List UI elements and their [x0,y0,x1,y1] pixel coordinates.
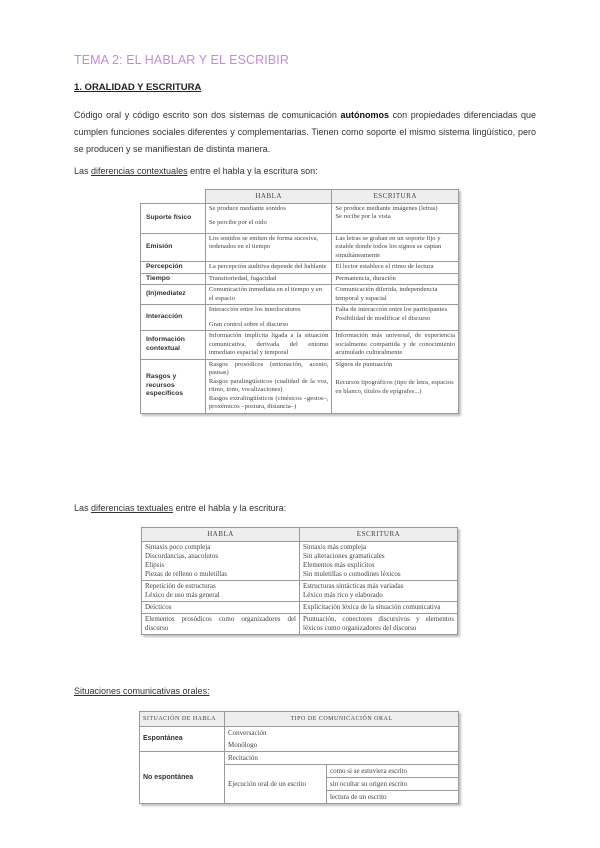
header-habla: HABLA [205,190,332,204]
habla-cell [205,203,332,233]
cell-line: Recursos tipográficos (tipo de letra, espacios en blanco, títulos de epígrafes...) [335,379,454,395]
cell-line: Rasgos extralingüísticos (cinésicos –gestos–, proxémicos –postura, distancia–) [208,394,329,410]
table-header-row [141,190,459,204]
table-row [142,614,458,635]
lead-text: Las [74,503,92,513]
intro-text-start: Código oral y código escrito son dos sistemas de comunicación [74,110,341,120]
cell-line: Se recibe por la vista [335,213,391,220]
cell-line: Repetición de estructuras [145,582,216,590]
cell-line: Falta de interacción entre los participantes [335,306,447,313]
escritura-cell: Permanencia, duración [332,273,459,285]
contextual-lead [74,166,318,176]
table-header-row [140,712,459,727]
intro-text-end: con propiedades diferenciadas que cumplen funciones sociales diferentes y complementarias. Tienen como soporte el mismo sistema lingüístico, pero se producen y se manifiestan de distinta manera. [74,110,536,154]
textual-lead [74,503,286,513]
cell-line: Elementos más explícitos [303,561,375,569]
cell-line: Se produce mediante sonidos [208,204,286,212]
oral-type-cell: Conversación [225,727,459,740]
table-row [141,331,459,360]
habla-cell [205,359,332,413]
cell-line: Discordancias, anacolutos [145,552,219,560]
cell-line: Posibilidad de modificar el discurso [335,314,431,322]
habla-cell: Elementos prosódicos como organizadores del discurso [142,614,300,635]
header-escritura: ESCRITURA [332,190,459,204]
cell-line: Rasgos paralingüísticos (cualidad de la voz, ritmo, tono, vocalizaciones) [208,377,329,393]
oral-type-cell: Monólogo [225,739,459,752]
oral-type-cell: Recitación [225,752,459,765]
escritura-cell [300,581,458,602]
oral-execution-cell: Ejecución oral de un escrito [225,765,327,804]
habla-cell: Información implícita ligada a la situación comunicativa, derivada del entorno inmediato espacial y temporal [205,331,332,360]
cell-line: Se percibe por el oído [208,219,267,226]
table-header-row [142,528,458,542]
header-situation: SITUACIÓN DE HABLA [140,712,225,727]
habla-cell: Deícticos [142,602,300,614]
habla-cell [142,542,300,581]
row-label: Información contextual [141,331,206,360]
spontaneous-label: Espontánea [140,727,225,752]
row-label: Rasgos y recursos específicos [141,359,206,413]
execution-item: lectura de un escrito [327,791,459,804]
table-row [142,581,458,602]
textual-link: diferencias textuales [91,503,174,513]
cell-line: Sin muletillas o comodines léxicos [303,570,401,578]
header-type: TIPO DE COMUNICACIÓN ORAL [225,712,459,727]
cell-line: Estructuras sintácticas más variadas [303,582,404,590]
cell-line: Se produce mediante imágenes (letras) [335,204,438,212]
row-label: Emisión [141,233,206,262]
cell-line: Signos de puntuación [335,360,393,368]
escritura-cell [332,359,459,413]
cell-line: Gran control sobre el discurso [208,320,289,328]
header-escritura: ESCRITURA [300,528,458,542]
escritura-cell: Comunicación diferida, independencia temporal y espacial [332,285,459,305]
header-habla: HABLA [142,528,300,542]
empty-header-cell [141,190,206,204]
escritura-cell: El lector establece el ritmo de lectura [332,262,459,274]
execution-item: como si se estuviera escrito [327,765,459,778]
cell-line: Sin alteraciones gramaticales [303,552,385,560]
habla-cell: Comunicación inmediata en el tiempo y en el espacio [205,285,332,305]
escritura-cell: Puntuación, conectores discursivos y elementos léxicos como organizadores del discurso [300,614,458,635]
table-row [140,727,459,740]
habla-cell: Los sonidos se emiten de forma sucesiva, ordenados en el tiempo [205,233,332,262]
table-row [141,262,459,274]
habla-cell: Transitoriedad, fugacidad [205,273,332,285]
escritura-cell: Explicitación léxica de la situación comunicativa [300,602,458,614]
table-row [141,203,459,233]
row-label: (In)mediatez [141,285,206,305]
cell-line: Elipsis [145,561,165,569]
habla-cell: La percepción auditiva depende del hablante [205,262,332,274]
escritura-cell [332,203,459,233]
cell-line: Interacción entre los interlocutores [208,306,301,313]
table-row [142,542,458,581]
table-row [141,359,459,413]
cell-line: Sintaxis más compleja [303,543,366,551]
cell-line: Sintaxis poco compleja [145,543,211,551]
oral-situations-lead [74,686,210,696]
escritura-cell [332,305,459,331]
table-row [141,305,459,331]
row-label: Tiempo [141,273,206,285]
section-heading: 1. ORALIDAD Y ESCRITURA [74,82,202,93]
cell-line: Piezas de relleno o muletillas [145,570,228,578]
row-label: Percepción [141,262,206,274]
escritura-cell [300,542,458,581]
non-spontaneous-label: No espontánea [140,752,225,804]
escritura-cell: Información más universal, de experiencia socialmente compartida y de conocimiento acumulado culturalmente [332,331,459,360]
oral-situations-link: Situaciones comunicativas orales: [74,686,210,696]
table-row [141,233,459,262]
row-label: Suporte físico [141,203,206,233]
table-row [141,285,459,305]
lead-text: entre el habla y la escritura: [173,503,287,513]
cell-line: Léxico más rico y elaborado [303,591,383,599]
contextual-differences-table [140,189,459,414]
execution-item: sin ocultar su origen escrito [327,778,459,791]
row-label: Interacción [141,305,206,331]
cell-line: Rasgos prosódicos (entonación, acento, pausas) [208,360,329,376]
oral-situations-table [139,711,459,804]
table-row [142,602,458,614]
page-title: TEMA 2: EL HABLAR Y EL ESCRIBIR [74,53,289,67]
lead-text: Las [74,166,92,176]
table-row [141,273,459,285]
contextual-link: diferencias contextuales [91,166,188,176]
lead-text: entre el habla y la escritura son: [187,166,318,176]
escritura-cell: Las letras se graban en un soporte fijo y estable donde todos los signos se captan simultáneamente [332,233,459,262]
intro-bold-term: autónomos [340,110,390,120]
habla-cell [142,581,300,602]
textual-differences-table [141,527,458,635]
cell-line: Léxico de uso más general [145,591,220,599]
intro-paragraph [74,107,536,158]
habla-cell [205,305,332,331]
table-row [140,752,459,765]
